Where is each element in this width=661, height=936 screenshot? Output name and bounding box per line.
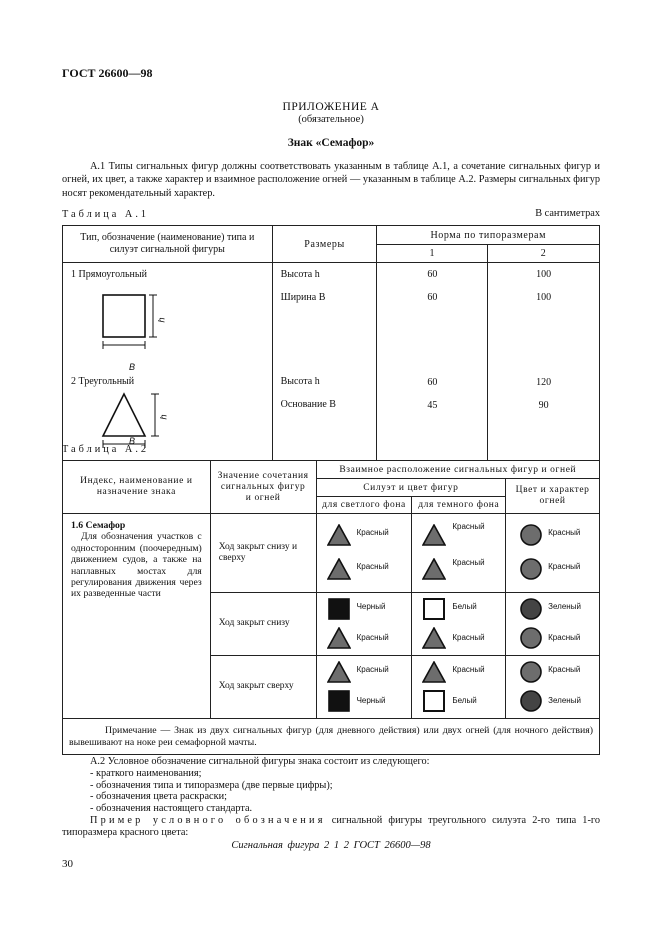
meaning: Ход закрыт снизу [210, 593, 316, 656]
dim-height: Высота h [280, 375, 320, 387]
triangle-red-icon [422, 558, 446, 580]
size2-header: 2 [488, 245, 600, 263]
table1-unit: В сантиметрах [535, 208, 600, 219]
dim-height: Высота h [280, 269, 320, 280]
light-label: Красный [548, 562, 581, 571]
row-name: 1 Прямоугольный [71, 269, 147, 280]
light-label: Красный [548, 665, 581, 674]
height-label: h [156, 317, 167, 323]
table-row [63, 263, 600, 376]
value: 60 [427, 292, 438, 303]
col-silhouette-header: Силуэт и цвет фигур [316, 479, 506, 497]
value: 120 [536, 376, 552, 388]
sign-code: 1.6 Семафор [71, 520, 126, 531]
figure-label: Черный [356, 602, 386, 611]
table-note: Примечание — Знак из двух сигнальных фигур (для дневного действия) или двух огней (для ночного действия) вывешивают на ноке реи семафорной мачты. [63, 719, 600, 755]
figure-label: Красный [356, 633, 389, 642]
sign-title: Знак «Семафор» [287, 137, 375, 149]
value: 90 [538, 399, 549, 411]
col-light-bg-header: для светлого фона [316, 497, 412, 514]
value: 45 [427, 399, 438, 411]
intro-paragraph: А.1 Типы сигнальных фигур должны соответствовать указанным в таблице А.1, а сочетание сигнальных фигур и огней, их цвет, а также характер и взаимное расположение огней — указанным в таблице А.2. Размеры сигнальных фигур носят рекомендательный характер. [62, 161, 600, 199]
col-dark-bg-header: для темного фона [412, 497, 506, 514]
red-light-icon [520, 627, 542, 649]
table-a1 [62, 225, 600, 461]
page-number: 30 [62, 858, 73, 870]
table2-caption: Таблица А.2 [62, 444, 150, 455]
figure-label: Красный [356, 562, 389, 571]
rectangle-figure-icon [91, 289, 171, 359]
list-item: - краткого наименования; [90, 768, 202, 779]
square-black-icon [328, 598, 350, 620]
square-black-icon [328, 690, 350, 712]
green-light-icon [520, 598, 542, 620]
meaning: Ход закрыт снизу и сверху [210, 514, 316, 593]
dim-width: Ширина B [280, 292, 326, 303]
figure-label: Белый [452, 696, 477, 705]
figure-label: Красный [356, 528, 389, 537]
col-type-header: Тип, обозначение (наименование) типа и силуэт сигнальной фигуры [63, 226, 273, 263]
col-dims-header: Размеры [272, 226, 377, 263]
base-label: B [129, 435, 136, 446]
table-row [63, 514, 600, 593]
red-light-icon [520, 661, 542, 683]
value: 60 [427, 376, 438, 388]
light-label: Зеленый [548, 696, 581, 705]
a2-example-paragraph [62, 815, 600, 839]
dim-base: Основание B [280, 398, 336, 410]
figure-label: Красный [452, 665, 485, 674]
a2-list [62, 768, 600, 814]
size1-header: 1 [377, 245, 488, 263]
sign-description: Для обозначения участков с односторонним (поочередным) движением судов, а также на наплавных мостах для регулирования движения через их разведенные части [71, 531, 202, 600]
table-note-row [63, 719, 600, 755]
value: 100 [536, 269, 552, 280]
example-lead: Пример условного обозначения [90, 815, 326, 826]
light-label: Зеленый [548, 602, 581, 611]
list-item: - обозначения настоящего стандарта. [90, 802, 253, 814]
light-label: Красный [548, 633, 581, 642]
example-designation: Сигнальная фигура 2 1 2 ГОСТ 26600—98 [231, 840, 431, 851]
triangle-red-icon [327, 661, 351, 683]
triangle-red-icon [327, 627, 351, 649]
list-item: - обозначения типа и типоразмера (две первые цифры); [90, 779, 333, 791]
figure-label: Красный [452, 633, 485, 642]
value: 100 [536, 292, 552, 303]
figure-label: Красный [452, 522, 485, 531]
square-white-icon [423, 690, 445, 712]
base-label: B [129, 362, 136, 372]
light-label: Красный [548, 528, 581, 537]
col-norm-header: Норма по типоразмерам [377, 226, 600, 245]
col-mutual-header: Взаимное расположение сигнальных фигур и огней [316, 461, 599, 479]
document-code: ГОСТ 26600—98 [62, 66, 153, 80]
figure-label: Белый [452, 602, 477, 611]
a2-intro: А.2 Условное обозначение сигнальной фигуры знака состоит из следующего: [90, 756, 430, 767]
triangle-red-icon [422, 661, 446, 683]
appendix-subtitle: (обязательное) [298, 114, 364, 125]
figure-label: Красный [356, 665, 389, 674]
row-name: 2 Треугольный [71, 375, 135, 387]
example-text: сигнальной фигуры треугольного силуэта 2-го типа 1-го типоразмера красного цвета: [62, 815, 601, 838]
red-light-icon [520, 558, 542, 580]
red-light-icon [520, 524, 542, 546]
triangle-red-icon [327, 558, 351, 580]
table1-caption: Таблица А.1 [62, 209, 150, 220]
square-white-icon [423, 598, 445, 620]
col-lights-header: Цвет и характер огней [506, 479, 600, 514]
height-label: h [158, 413, 169, 420]
value: 60 [427, 269, 438, 280]
triangle-red-icon [422, 524, 446, 546]
figure-label: Черный [356, 696, 386, 705]
table-a2 [62, 460, 600, 755]
list-item: - обозначения цвета раскраски; [90, 791, 227, 803]
green-light-icon [520, 690, 542, 712]
meaning: Ход закрыт сверху [210, 656, 316, 719]
triangle-red-icon [327, 524, 351, 546]
figure-label: Красный [452, 558, 485, 567]
appendix-title: ПРИЛОЖЕНИЕ А [282, 101, 380, 113]
col-combo-header: Значение сочетания сигнальных фигур и огней [210, 461, 316, 514]
col-index-header: Индекс, наименование и назначение знака [63, 461, 211, 514]
triangle-red-icon [422, 627, 446, 649]
